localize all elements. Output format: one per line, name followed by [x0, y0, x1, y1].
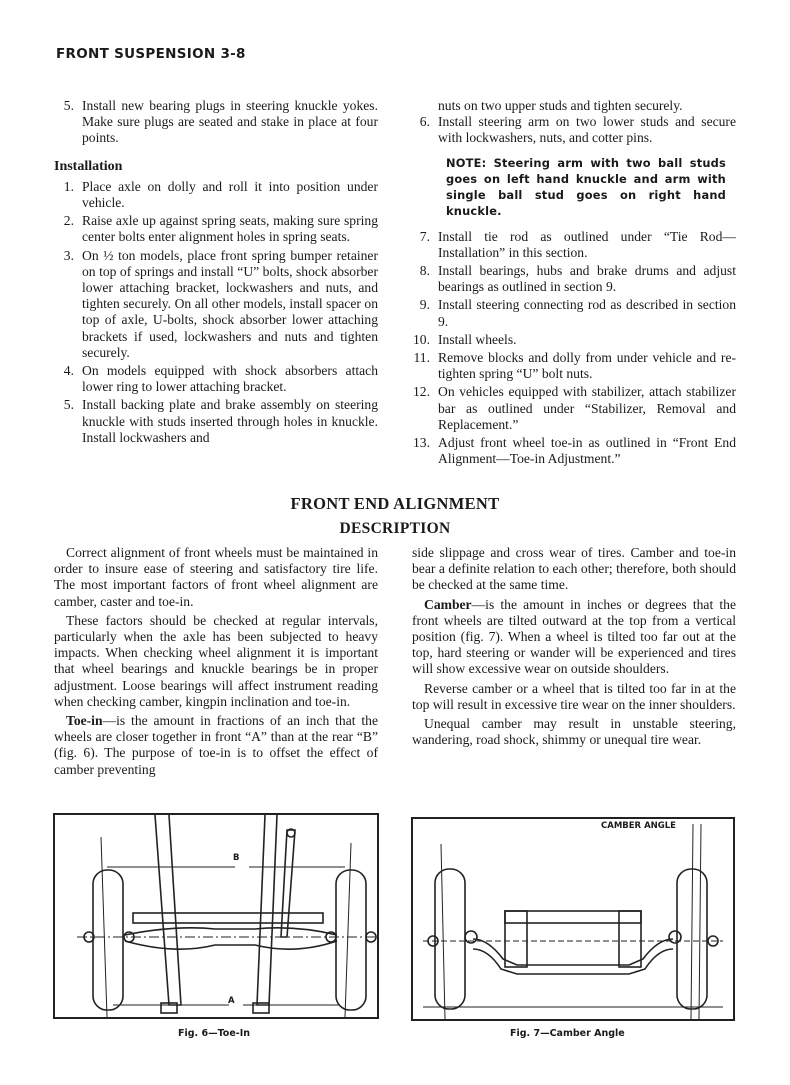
section-subtitle: DESCRIPTION	[339, 520, 451, 537]
installation-column-left	[54, 98, 378, 448]
item-text: Adjust front wheel toe-in as outlined in “Front End Alignment—Toe-in Adjustment.”	[438, 435, 736, 467]
description-column-left	[54, 545, 378, 781]
item-number: 4.	[63, 363, 74, 379]
item-text: Install wheels.	[438, 331, 517, 347]
paragraph: These factors should be checked at regular intervals, particularly when the axle has been subjected to heavy impacts. When checking wheel alignment it is important that wheel bearings and knuckle bearings be in proper adjustment. Loose bearings will affect instrument reading when checking camber, kingpin inclination and toe-in.	[54, 612, 378, 709]
paragraph-camber	[412, 597, 736, 678]
list-item	[410, 384, 736, 433]
item-text: Install steering connecting rod as described in section 9.	[438, 297, 736, 329]
list-item	[54, 213, 378, 245]
dimension-label-a: A	[228, 996, 235, 1006]
continued-text: nuts on two upper studs and tighten securely.	[438, 98, 683, 113]
list-item	[410, 332, 736, 348]
list-item	[410, 229, 736, 261]
item-text: Place axle on dolly and roll it into position under vehicle.	[82, 178, 378, 211]
note: NOTE: Steering arm with two ball studs goes on left hand knuckle and arm with single ball stud goes on right hand knuckle.	[446, 155, 726, 218]
list-item	[410, 435, 736, 467]
item-text: On models equipped with shock absorbers attach lower ring to lower attaching bracket.	[82, 363, 378, 395]
item-number: 7.	[419, 228, 430, 244]
paragraph: side slippage and cross wear of tires. Camber and toe-in bear a definite relation to each other; therefore, both should be checked at the same time.	[412, 545, 736, 593]
item-text: Install new bearing plugs in steering knuckle yokes. Make sure plugs are seated and stake in place at four points.	[82, 98, 378, 146]
item-number: 2.	[63, 213, 74, 229]
paragraph: Unequal camber may result in unstable steering, wandering, road shock, shimmy or unequal tire wear.	[412, 716, 736, 748]
item-number: 5.	[63, 397, 74, 413]
list-item	[410, 114, 736, 146]
definition-text: —is the amount in fractions of an inch that the wheels are closer together in front “A” than at the rear “B” (fig. 6). The purpose of toe-in is to offset the effect of camber preventing	[54, 713, 378, 777]
item-number: 8.	[419, 263, 430, 279]
item-text: Raise axle up against spring seats, making sure spring center bolts enter alignment holes in spring seats.	[82, 213, 378, 245]
list-item	[410, 297, 736, 329]
left-wheel	[93, 870, 123, 1010]
item-number: 11.	[413, 350, 430, 366]
item-number: 12.	[413, 384, 430, 400]
list-item	[54, 248, 378, 361]
item-text: On ½ ton models, place front spring bumper retainer on top of springs and install “U” bolts, shock absorber lower attaching bracket, lockwashers and nuts, and tighten securely. On all other models, install spacer on top of axle, U-bolts, shock absorber lower attaching brackets if used, lockwashers and nuts and tighten securely.	[82, 247, 378, 360]
installation-heading: Installation	[54, 158, 123, 174]
list-item	[54, 98, 378, 147]
paragraph: Reverse camber or a wheel that is tilted too far in at the top will result in excessive tire wear on the inner shoulders.	[412, 680, 736, 712]
list-item	[54, 397, 378, 446]
list-item	[54, 179, 378, 211]
figure-7-caption: Fig. 7—Camber Angle	[510, 1028, 625, 1039]
item-number: 5.	[63, 98, 74, 113]
item-text: Install tie rod as outlined under “Tie Rod—Installation” in this section.	[438, 228, 736, 260]
item-number: 3.	[63, 247, 74, 263]
page-header: FRONT SUSPENSION 3-8	[56, 46, 246, 62]
list-item	[410, 263, 736, 295]
item-number: 10.	[413, 331, 430, 347]
left-wheel	[435, 869, 465, 1009]
camber-angle-diagram	[413, 819, 733, 1019]
item-number: 13.	[413, 435, 430, 451]
right-wheel	[336, 870, 366, 1010]
item-number: 1.	[63, 178, 74, 194]
section-title: FRONT END ALIGNMENT	[290, 494, 500, 513]
figure-6-caption: Fig. 6—Toe-In	[178, 1028, 251, 1039]
term-toe-in: Toe-in	[66, 713, 103, 729]
item-text: Install bearings, hubs and brake drums and adjust bearings as outlined in section 9.	[438, 263, 736, 295]
installation-column-right	[410, 98, 736, 469]
item-text: Install steering arm on two lower studs and secure with lockwashers, nuts, and cotter pins.	[438, 114, 736, 146]
definition-text: —is the amount in inches or degrees that the front wheels are tilted outward at the top from a vertical position (fig. 7). When a wheel is tilted too far out at the top, hard steering or wander will be experienced and tires will show excessive wear on outside shoulders.	[412, 596, 736, 677]
list-item	[410, 350, 736, 382]
camber-angle-label: CAMBER ANGLE	[601, 821, 676, 831]
item-text: Install backing plate and brake assembly on steering knuckle with studs inserted through holes in knuckle. Install lockwashers and	[82, 397, 378, 445]
paragraph: Correct alignment of front wheels must be maintained in order to insure ease of steering and satisfactory tire life. The most important factors of front wheel alignment are camber, caster and toe-in.	[54, 545, 378, 609]
description-column-right	[412, 545, 736, 751]
figure-camber-angle	[411, 817, 735, 1021]
item-number: 9.	[419, 297, 430, 313]
term-camber: Camber	[424, 596, 472, 612]
toe-in-diagram	[55, 815, 377, 1017]
list-item	[54, 363, 378, 395]
paragraph-toe-in	[54, 713, 378, 778]
dimension-label-b: B	[233, 853, 240, 863]
item-text: Remove blocks and dolly from under vehicle and re-tighten spring “U” bolt nuts.	[438, 350, 736, 382]
figure-toe-in	[53, 813, 379, 1019]
item-text: On vehicles equipped with stabilizer, attach stabilizer bar as outlined under “Stabilizer, Removal and Replacement.”	[438, 384, 736, 432]
item-number: 6.	[419, 114, 430, 130]
